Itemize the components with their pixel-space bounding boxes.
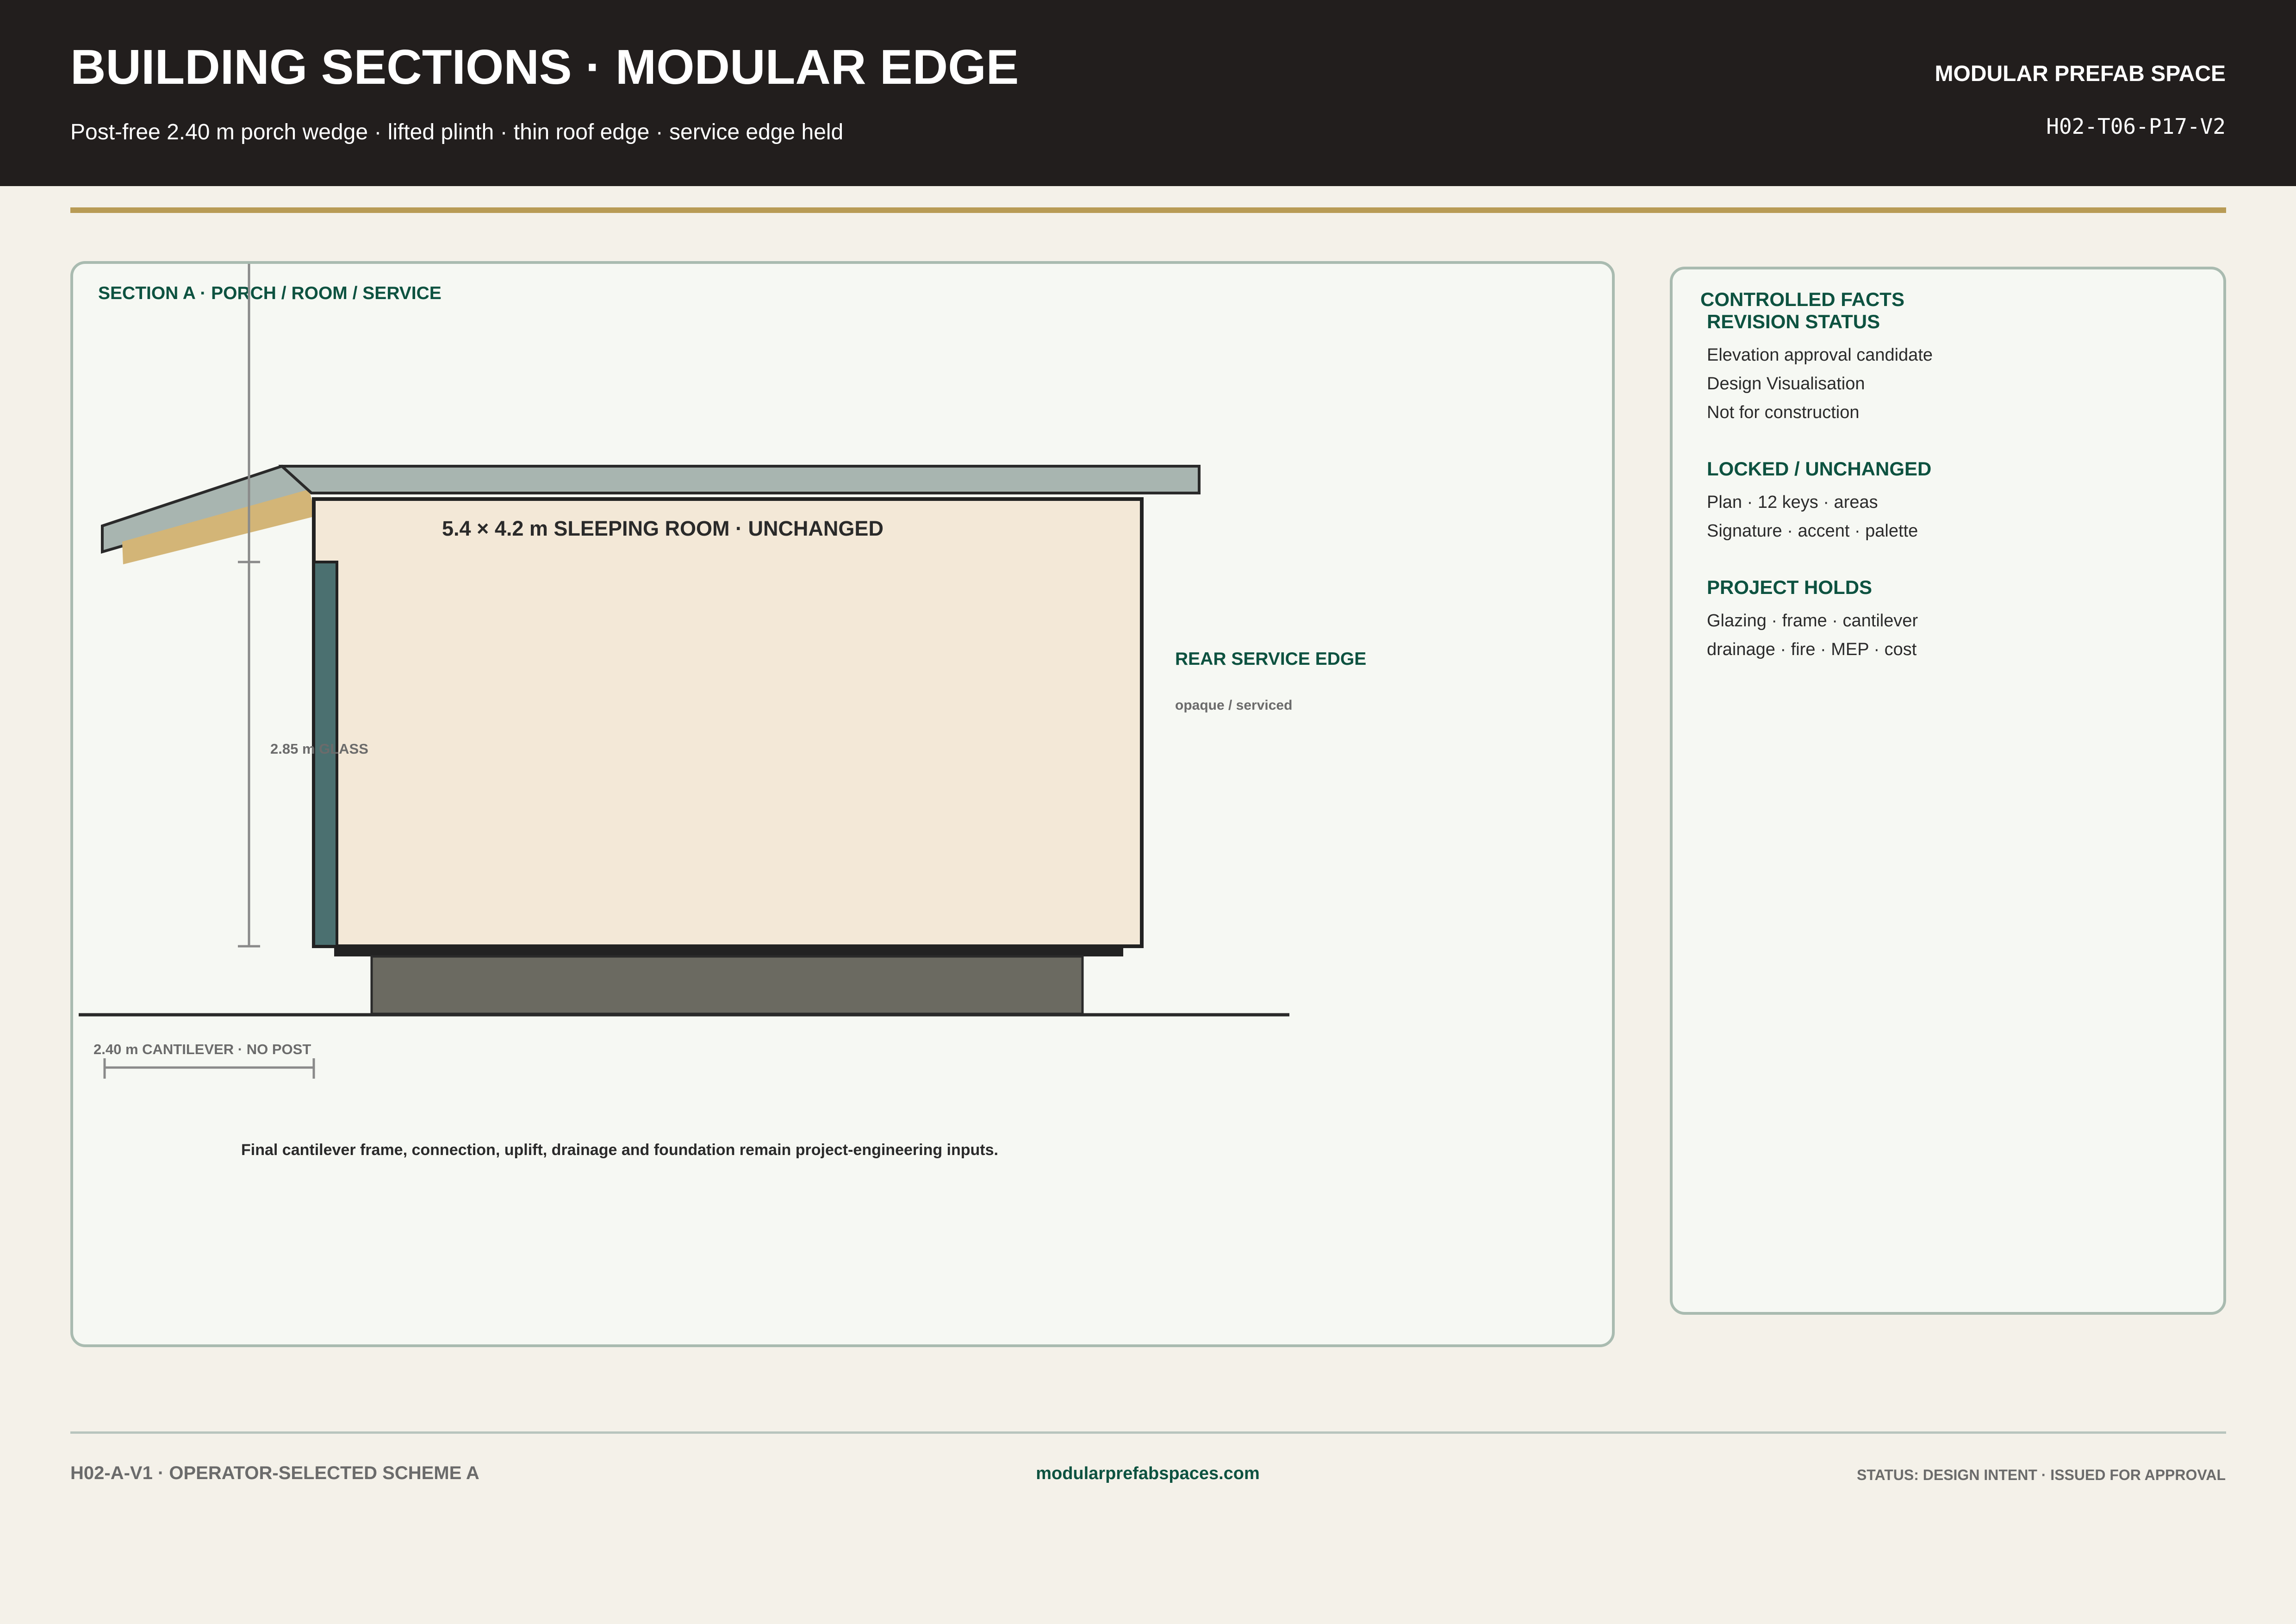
status-label: STATUS: DESIGN INTENT · ISSUED FOR APPROVAL — [1856, 1467, 2226, 1483]
facts-item: Design Visualisation — [1707, 374, 1865, 394]
page-title: BUILDING SECTIONS · MODULAR EDGE — [70, 40, 1019, 94]
engineering-note: Final cantilever frame, connection, uplift, drainage and foundation remain project-engineering inputs. — [241, 1141, 998, 1159]
roof-slab — [282, 466, 1199, 493]
facts-item: drainage · fire · MEP · cost — [1707, 640, 1917, 659]
scheme-reference: H02-A-V1 · OPERATOR-SELECTED SCHEME A — [70, 1463, 479, 1483]
section-title: SECTION A · PORCH / ROOM / SERVICE — [98, 283, 442, 303]
facts-item: Glazing · frame · cantilever — [1707, 611, 1918, 631]
facts-item: Not for construction — [1707, 403, 1860, 422]
height-label: 2.85 m GLASS — [270, 741, 368, 757]
facts-item: Elevation approval candidate — [1707, 345, 1933, 365]
service-edge-title: REAR SERVICE EDGE — [1175, 649, 1367, 669]
brand-name: MODULAR PREFAB SPACE — [1935, 62, 2226, 86]
facts-group-title: REVISION STATUS — [1707, 311, 1880, 332]
facts-group-project-holds — [1707, 578, 2209, 658]
facts-item: Plan · 12 keys · areas — [1707, 493, 1878, 512]
facts-title: CONTROLLED FACTS — [1700, 288, 1904, 310]
accent-divider — [70, 207, 2226, 213]
header-bar — [0, 0, 2296, 186]
sleeping-room — [314, 499, 1142, 946]
section-panel — [70, 261, 1615, 1347]
facts-group-revision-status — [1707, 312, 2209, 421]
cantilever-label: 2.40 m CANTILEVER · NO POST — [93, 1041, 311, 1057]
room-label: 5.4 × 4.2 m SLEEPING ROOM · UNCHANGED — [442, 517, 884, 540]
footer-divider — [70, 1431, 2226, 1434]
facts-group-title: PROJECT HOLDS — [1707, 576, 1873, 598]
page-subtitle: Post-free 2.40 m porch wedge · lifted plinth · thin roof edge · service edge held — [70, 120, 844, 144]
website-link[interactable]: modularprefabspaces.com — [1036, 1464, 1260, 1483]
facts-group-locked — [1707, 459, 2209, 540]
facts-group-title: LOCKED / UNCHANGED — [1707, 458, 1932, 480]
lifted-plinth — [372, 956, 1083, 1014]
section-diagram — [73, 264, 1612, 1344]
facts-item: Signature · accent · palette — [1707, 521, 1918, 541]
floor-beam — [334, 946, 1123, 956]
drawing-code: H02-T06-P17-V2 — [2046, 114, 2226, 139]
service-edge-note: opaque / serviced — [1175, 698, 1293, 713]
facts-panel — [1670, 267, 2226, 1315]
